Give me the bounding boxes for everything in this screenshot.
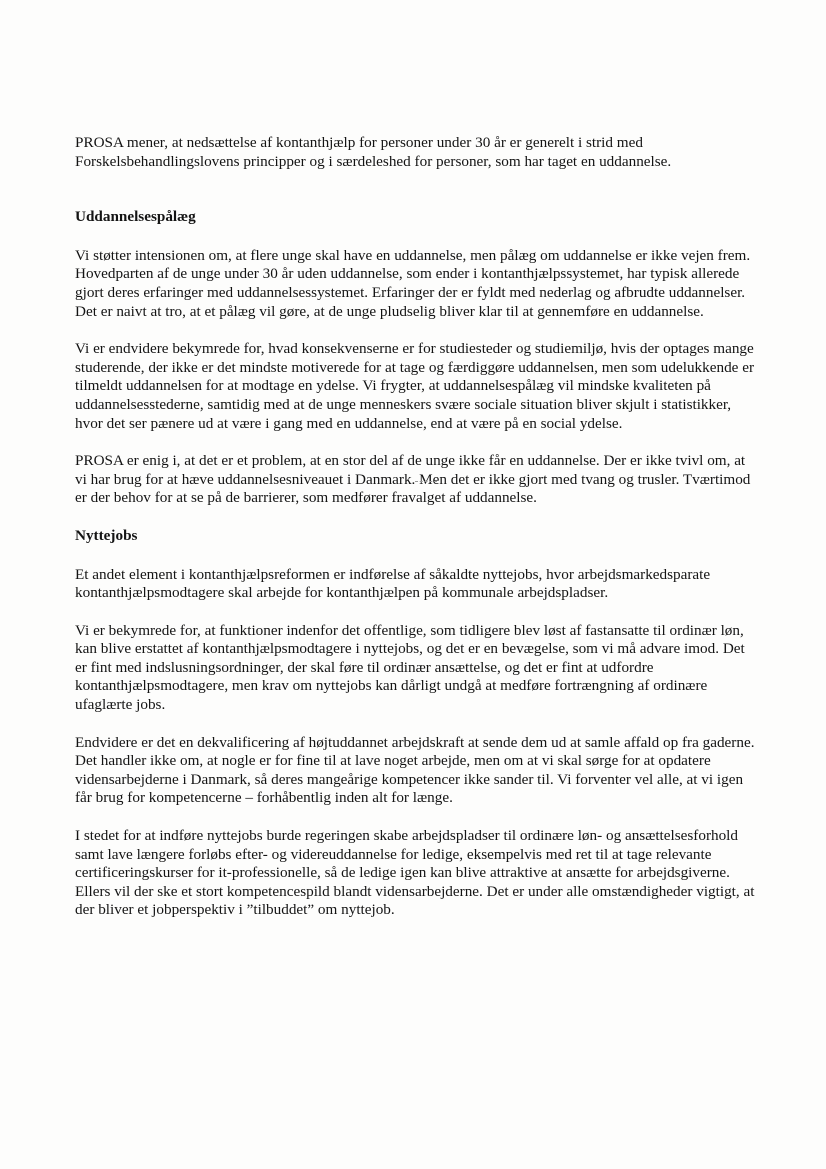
paragraph: PROSA er enig i, at det er et problem, at en stor del af de unge ikke får en uddannelse. Der er ikke tvivl om, at vi har brug for at hæve uddannelsesniveauet i Danmark. Men det er ikke gjort med tvang og trusler. Tværtimod er der behov for at se på de barrierer, som medfører fravalget af uddannelse. bbox=[75, 452, 751, 507]
paragraph: Et andet element i kontanthjælpsreformen er indførelse af såkaldte nyttejobs, hvor arbejdsmarkedsparate kontanthjælpsmodtagere skal arbejde for kontanthjælpen på kommunale arbejdspladser. bbox=[75, 565, 711, 602]
paragraph: Vi er bekymrede for, at funktioner indenfor det offentlige, som tidligere blev løst af fastansatte til ordinær løn, kan blive erstattet af kontanthjælpsmodtagere i nyttejobs, og det er en bevægelse, som vi må advare imod. Det er fint med indslusningsordninger, der skal føre til ordinær ansættelse, og det er fint at udfordre kontanthjælpsmodtagere, men krav om nyttejobs kan dårligt undgå at medføre fortrængning af ordinære ufaglærte jobs. bbox=[75, 621, 745, 714]
section-heading-nyttejobs: Nyttejobs bbox=[75, 526, 138, 544]
intro-paragraph: PROSA mener, at nedsættelse af kontanthjælp for personer under 30 år er generelt i strid med Forskelsbehandlingslovens principper og i særdeleshed for personer, som har taget en uddannelse. bbox=[75, 134, 672, 170]
section-heading-uddannelsespalaeg: Uddannelsespålæg bbox=[75, 208, 196, 226]
scan-artifact bbox=[415, 481, 437, 483]
document-body bbox=[75, 134, 755, 939]
paragraph: Vi støtter intensionen om, at flere unge skal have en uddannelse, men pålæg om uddannelse er ikke vejen frem. Hovedparten af de unge under 30 år uden uddannelse, som ender i kontanthjælpssystemet, har typisk allerede gjort deres erfaringer med uddannelsessystemet. Erfaringer der er fyldt med nederlag og afbrudte uddannelser. Det er naivt at tro, at et pålæg vil gøre, at de unge pludselig bliver klar til at gennemføre en uddannelse. bbox=[75, 246, 751, 320]
paragraph: I stedet for at indføre nyttejobs burde regeringen skabe arbejdspladser til ordinære løn- og ansættelsesforhold samt lave længere forløbs efter- og videreuddannelse for ledige, eksempelvis med ret til at tage relevante certificeringskurser for it-professionelle, så de ledige igen kan blive attraktive at ansætte for arbejdsgiverne. Ellers vil der ske et stort kompetencespild blandt vidensarbejderne. Det er under alle omstændigheder vigtigt, at der bliver et jobperspektiv i ”tilbuddet” om nyttejob. bbox=[75, 827, 755, 919]
paragraph: Endvidere er det en dekvalificering af højtuddannet arbejdskraft at sende dem ud at samle affald op fra gaderne. Det handler ikke om, at nogle er for fine til at lave noget arbejde, men om at vi skal sørge for at opdatere vidensarbejderne i Danmark, så deres mangeårige kompetencer ikke sander til. Vi forventer vel alle, at vi igen får brug for kompetencerne – forhåbentlig inden alt for længe. bbox=[75, 733, 755, 807]
paragraph: Vi er endvidere bekymrede for, hvad konsekvenserne er for studiesteder og studiemiljø, hvis der optages mange studerende, der ikke er det mindste motiverede for at tage og færdiggøre uddannelsen, men som udelukkende er tilmeldt uddannelsen for at modtage en ydelse. Vi frygter, at uddannelsespålæg vil mindske kvaliteten på uddannelsesstederne, samtidig med at de unge menneskers svære sociale situation bliver skjult i statistikker, hvor det ser pænere ud at være i gang med en uddannelse, end at være på en social ydelse. bbox=[75, 340, 754, 432]
